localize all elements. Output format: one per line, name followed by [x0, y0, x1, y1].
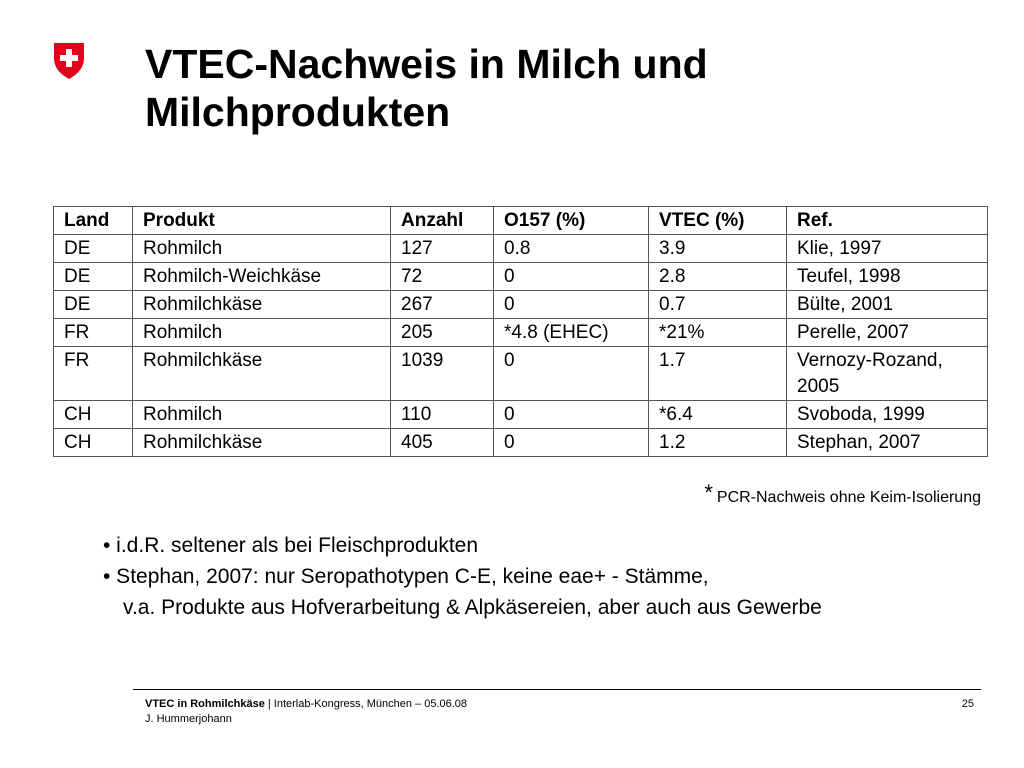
swiss-cross-shield-icon	[52, 42, 86, 80]
cell-land: DE	[54, 263, 133, 291]
cell-land: FR	[54, 347, 133, 401]
table-row	[54, 291, 988, 319]
cell-vtec: *21%	[649, 319, 787, 347]
cell-o157: 0	[494, 347, 649, 401]
cell-land: DE	[54, 235, 133, 263]
bullet-item-1: • i.d.R. seltener als bei Fleischprodukten	[103, 534, 479, 557]
bullet-item-2: • Stephan, 2007: nur Seropathotypen C-E, keine eae+ - Stämme,	[103, 565, 709, 588]
cell-anzahl: 205	[391, 319, 494, 347]
footer-title-rest: | Interlab-Kongress, München – 05.06.08	[264, 698, 468, 710]
cell-produkt: Rohmilch	[133, 235, 391, 263]
cell-produkt: Rohmilch	[133, 319, 391, 347]
cell-land: CH	[54, 429, 133, 457]
slide-title-line-2: Milchprodukten	[145, 89, 451, 135]
cell-ref: Bülte, 2001	[787, 291, 988, 319]
table-row	[54, 263, 988, 291]
bullet-list	[103, 530, 822, 623]
cell-anzahl: 72	[391, 263, 494, 291]
cell-ref: Stephan, 2007	[787, 429, 988, 457]
vtec-data-table	[53, 206, 988, 457]
footnote	[704, 480, 981, 507]
cell-land: DE	[54, 291, 133, 319]
cell-anzahl: 110	[391, 401, 494, 429]
table-row	[54, 401, 988, 429]
table-row	[54, 347, 988, 401]
cell-land: FR	[54, 319, 133, 347]
cell-o157: 0.8	[494, 235, 649, 263]
cell-anzahl: 1039	[391, 347, 494, 401]
cell-produkt: Rohmilchkäse	[133, 429, 391, 457]
cell-ref: Vernozy-Rozand, 2005	[787, 347, 988, 401]
cell-land: CH	[54, 401, 133, 429]
cell-vtec: 3.9	[649, 235, 787, 263]
cell-ref: Svoboda, 1999	[787, 401, 988, 429]
header-vtec: VTEC (%)	[649, 207, 787, 235]
bullet-item-2-continuation: v.a. Produkte aus Hofverarbeitung & Alpkäsereien, aber auch aus Gewerbe	[123, 596, 822, 619]
cell-produkt: Rohmilchkäse	[133, 347, 391, 401]
cell-vtec: 0.7	[649, 291, 787, 319]
footer-divider	[133, 689, 981, 690]
footer-info	[145, 697, 467, 727]
cell-ref: Teufel, 1998	[787, 263, 988, 291]
cell-produkt: Rohmilchkäse	[133, 291, 391, 319]
cell-vtec: 2.8	[649, 263, 787, 291]
cell-o157: 0	[494, 263, 649, 291]
slide-title-line-1: VTEC-Nachweis in Milch und	[145, 41, 708, 87]
table-header-row	[54, 207, 988, 235]
header-land: Land	[54, 207, 133, 235]
cell-anzahl: 127	[391, 235, 494, 263]
cell-ref: Klie, 1997	[787, 235, 988, 263]
footer-author: J. Hummerjohann	[145, 713, 232, 725]
header-produkt: Produkt	[133, 207, 391, 235]
table-row	[54, 429, 988, 457]
cell-o157: 0	[494, 429, 649, 457]
table-row	[54, 319, 988, 347]
header-ref: Ref.	[787, 207, 988, 235]
cell-vtec: *6.4	[649, 401, 787, 429]
footnote-text: PCR-Nachweis ohne Keim-Isolierung	[716, 489, 981, 506]
cell-o157: *4.8 (EHEC)	[494, 319, 649, 347]
table-row	[54, 235, 988, 263]
cell-ref: Perelle, 2007	[787, 319, 988, 347]
cell-o157: 0	[494, 401, 649, 429]
slide-title	[145, 40, 708, 136]
footer-title-line	[145, 697, 467, 712]
cell-vtec: 1.2	[649, 429, 787, 457]
cell-produkt: Rohmilch	[133, 401, 391, 429]
footer-title-bold: VTEC in Rohmilchkäse	[145, 698, 265, 710]
footnote-asterisk: *	[704, 480, 713, 505]
cell-produkt: Rohmilch-Weichkäse	[133, 263, 391, 291]
cell-vtec: 1.7	[649, 347, 787, 401]
header-o157: O157 (%)	[494, 207, 649, 235]
cell-o157: 0	[494, 291, 649, 319]
cell-anzahl: 267	[391, 291, 494, 319]
page-number: 25	[961, 698, 974, 710]
cell-anzahl: 405	[391, 429, 494, 457]
header-anzahl: Anzahl	[391, 207, 494, 235]
